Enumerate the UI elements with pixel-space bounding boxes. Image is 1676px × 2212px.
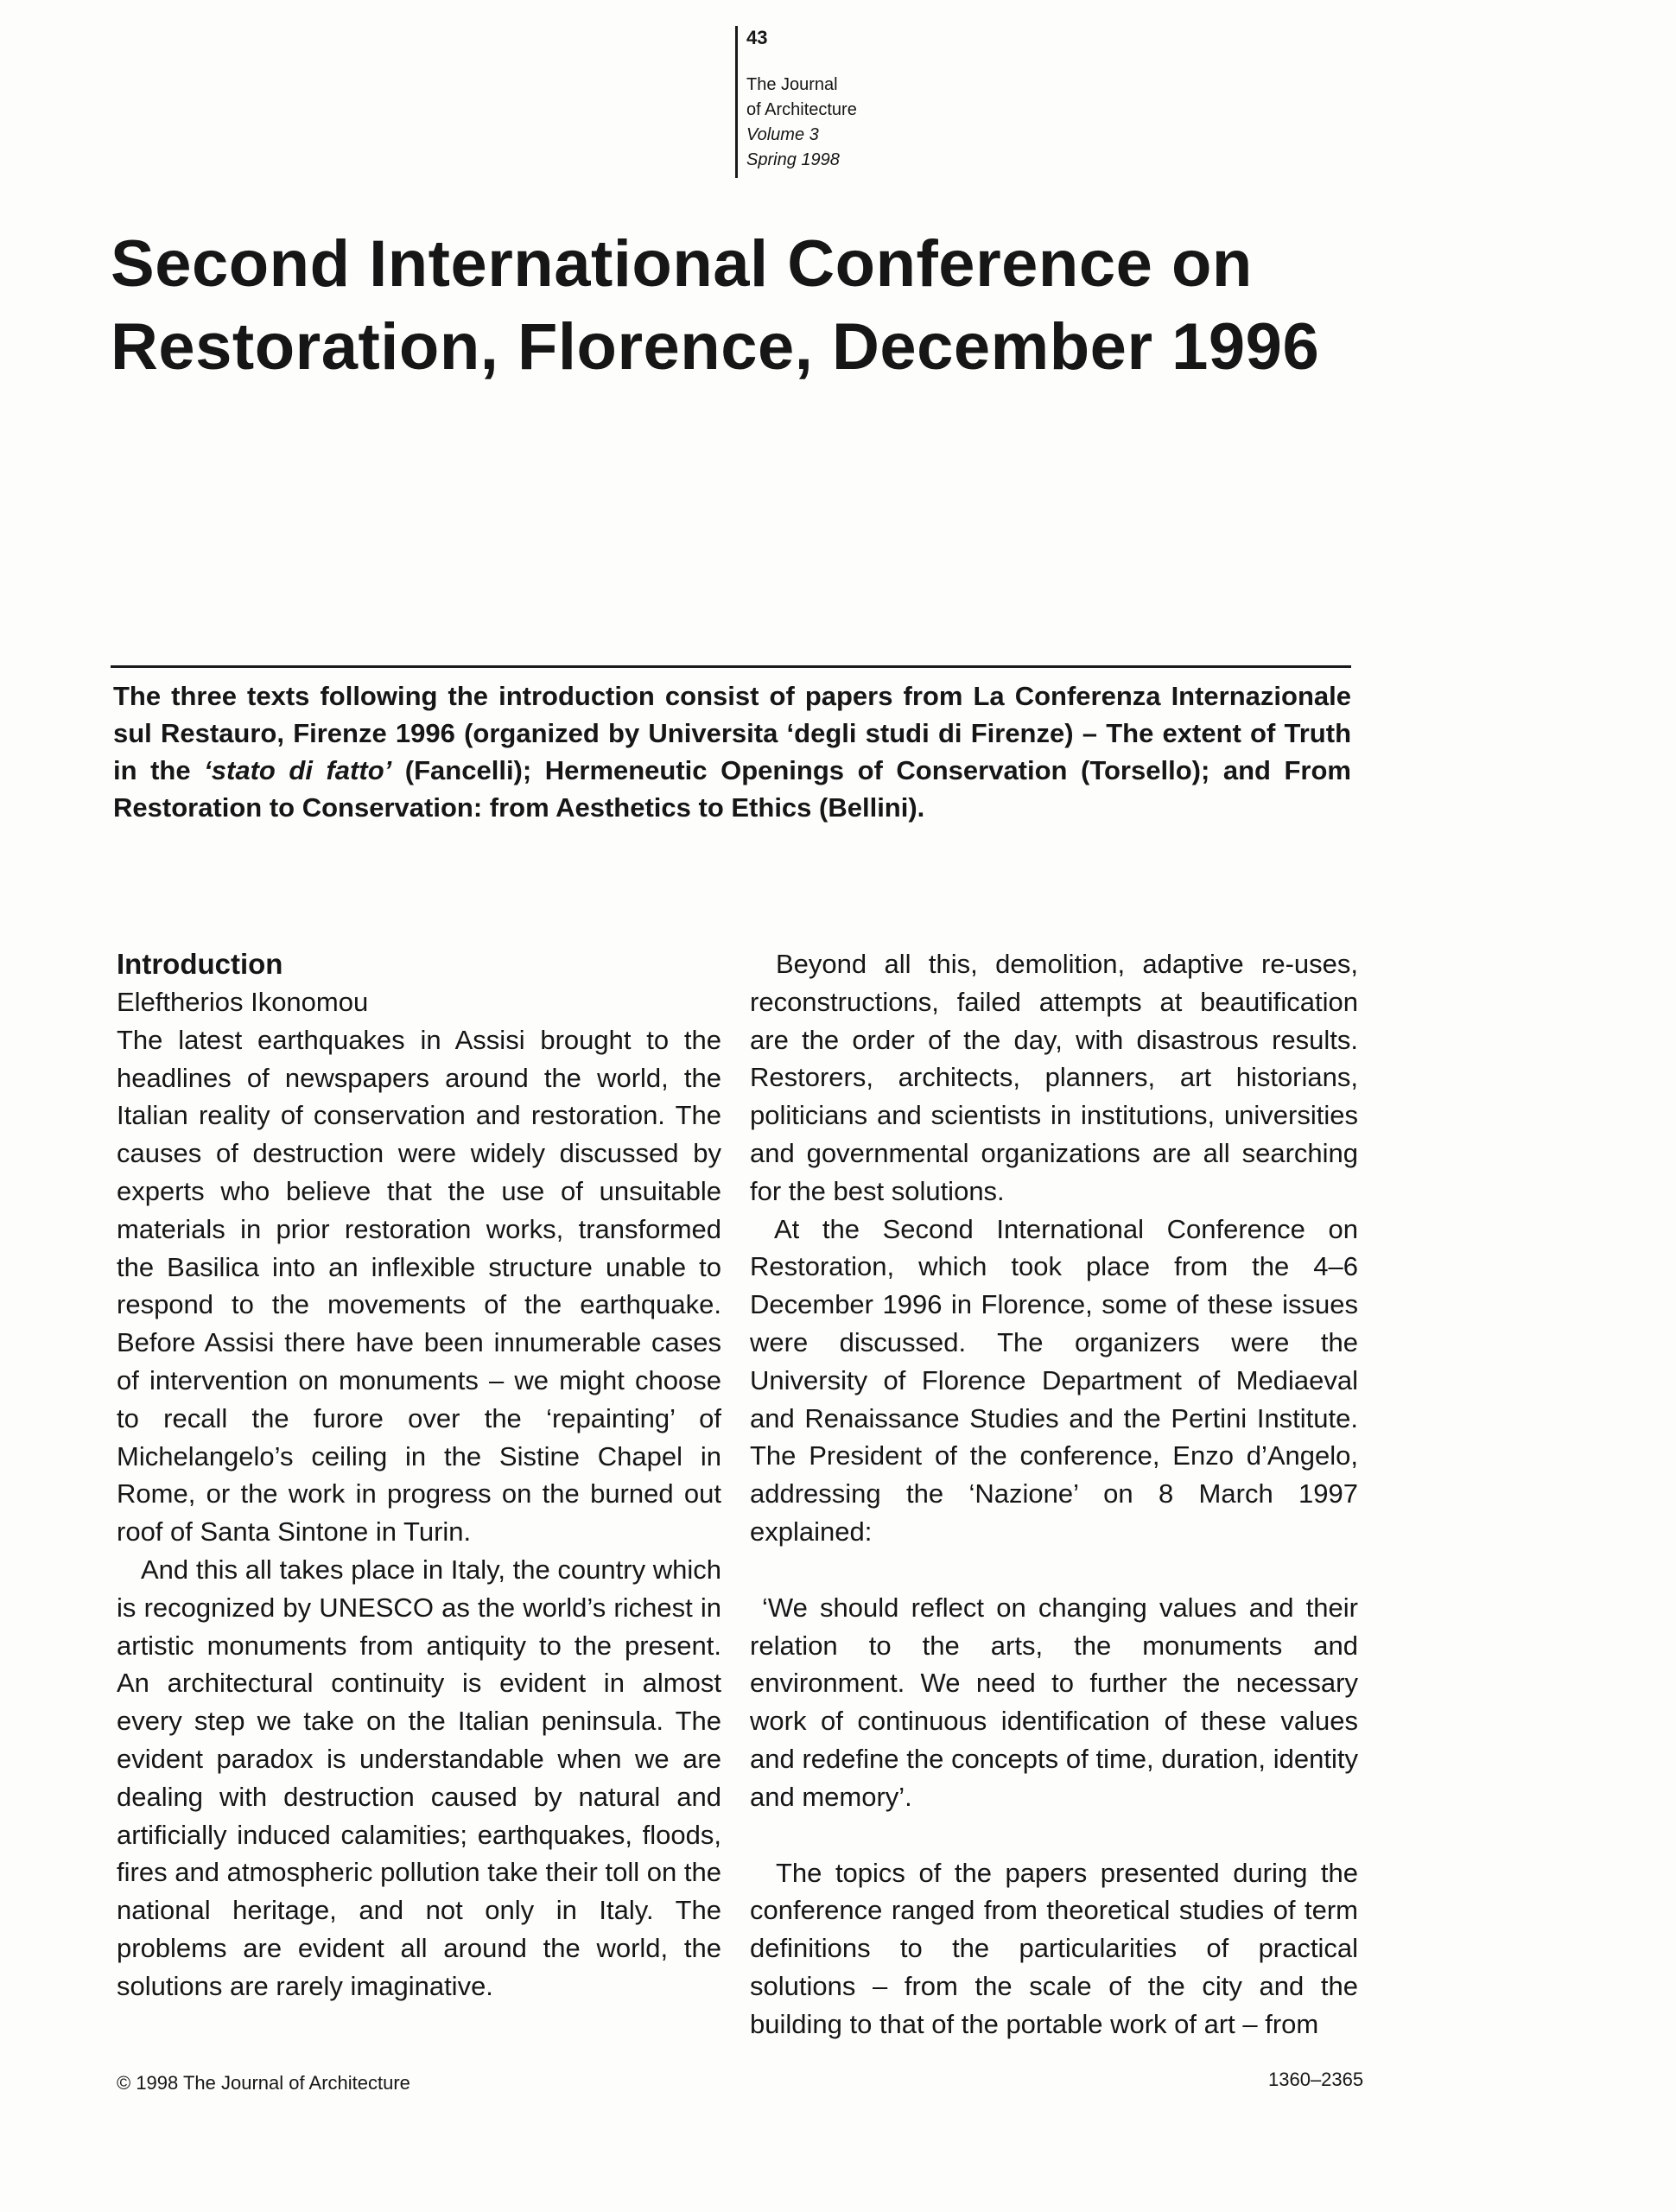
block-quote: ‘We should reflect on changing values and their relation to the arts, the monuments and environment. We need to further the necessary work of continuous identification of these values and redefine the concepts of time, duration, identity and memory’. <box>750 1592 1358 1812</box>
author-name: Eleftherios Ikonomou <box>117 987 369 1017</box>
body-paragraph: The latest earthquakes in Assisi brought to the headlines of newspapers around the world, the Italian reality of conservation and restoration. The causes of destruction were widely discussed by experts who believe that the use of unsuitable materials in prior restoration works, transformed the Basilica into an inflexible structure unable to respond to the movements of the earthquake. Before Assisi there have been innumerable cases of intervention on monuments – we might choose to recall the furore over the ‘repainting’ of Michelangelo’s ceiling in the Sistine Chapel in Rome, or the work in progress on the burned out roof of Santa Sintone in Turin. <box>117 1024 721 1548</box>
journal-header <box>735 26 960 178</box>
journal-volume: Volume 3 <box>746 125 819 144</box>
abstract-text-end: (Fancelli); Hermeneutic Openings of Conservation (Torsello); and From Restoration to Conservation: from Aesthetics to Ethics (Bellini). <box>113 755 1351 823</box>
abstract-text-start: The three texts following the introduction consist of papers from La Conferenza Internazionale sul Restauro, Firenze 1996 (organized by Universita ‘degli studi di Firenze) – The extent of Truth in the <box>113 681 1351 785</box>
abstract-italic-phrase: ‘stato di fatto’ <box>204 755 392 785</box>
right-column <box>750 945 1358 2044</box>
issn-number: 1360–2365 <box>1268 2069 1364 2090</box>
title-divider <box>111 665 1351 668</box>
left-column <box>117 945 721 2005</box>
page-number: 43 <box>746 27 768 48</box>
body-paragraph: Beyond all this, demolition, adaptive re-uses, reconstructions, failed attempts at beautification are the order of the day, with disastrous results. Restorers, architects, planners, art historians, politicians and scientists in institutions, universities and governmental organizations are all searching for the best solutions. <box>750 949 1358 1206</box>
journal-issue: Spring 1998 <box>746 150 840 169</box>
body-paragraph: At the Second International Conference on Restoration, which took place from the 4–6 December 1996 in Florence, some of these issues were discussed. The organizers were the University of Florence Department of Mediaeval and Renaissance Studies and the Pertini Institute. The President of the conference, Enzo d’Angelo, addressing the ‘Nazione’ on 8 March 1997 explained: <box>750 1213 1358 1547</box>
spacer <box>750 1816 1358 1854</box>
copyright-notice: © 1998 The Journal of Architecture <box>117 2072 410 2094</box>
body-paragraph: The topics of the papers presented during the conference ranged from theoretical studies of term definitions to the particularities of practical solutions – from the scale of the city and the building to that of the portable work of art – from <box>750 1857 1358 2039</box>
body-paragraph: And this all takes place in Italy, the country which is recognized by UNESCO as the world’s richest in artistic monuments from antiquity to the present. An architectural continuity is evident in almost every step we take on the Italian peninsula. The evident paradox is understandable when we are dealing with destruction caused by natural and artificially induced calamities; earthquakes, floods, fires and atmospheric pollution take their toll on the national heritage, and not only in Italy. The problems are evident all around the world, the solutions are rarely imaginative. <box>117 1554 721 2001</box>
journal-name-line2: of Architecture <box>746 100 857 119</box>
article-abstract <box>113 677 1351 826</box>
article-title: Second International Conference on Restoration, Florence, December 1996 <box>111 227 1320 384</box>
spacer <box>750 1551 1358 1589</box>
journal-name-line1: The Journal <box>746 75 838 94</box>
section-heading: Introduction <box>117 948 283 980</box>
